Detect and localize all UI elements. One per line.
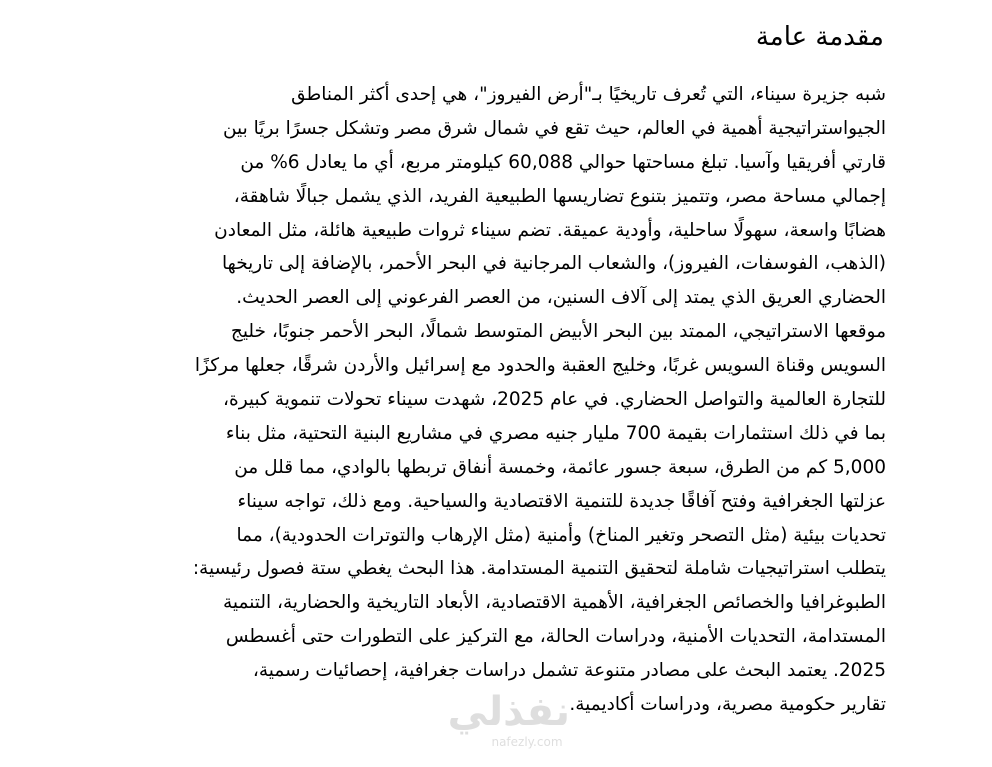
text-line: للتجارة العالمية والتواصل الحضاري. في عام 2025، شهدت سيناء تحولات تنموية كبيرة، <box>223 389 886 411</box>
page-title: مقدمة عامة <box>755 22 884 52</box>
text-line: الجيواستراتيجية أهمية في العالم، حيث تقع في شمال شرق مصر وتشكل جسرًا بريًا بين <box>222 117 886 139</box>
text-line: تحديات بيئية (مثل التصحر وتغير المناخ) وأمنية (مثل الإرهاب والتوترات الحدودية)، مما <box>236 524 886 546</box>
text-line: 2025. يعتمد البحث على مصادر متنوعة تشمل دراسات جغرافية، إحصائيات رسمية، <box>252 660 886 682</box>
text-line: عزلتها الجغرافية وفتح آفاقًا جديدة للتنمية الاقتصادية والسياحية. ومع ذلك، تواجه سيناء <box>237 490 886 512</box>
text-line: بما في ذلك استثمارات بقيمة 700 مليار جنيه مصري في مشاريع البنية التحتية، مثل بناء <box>225 422 886 444</box>
text-line: قارتي أفريقيا وآسيا. تبلغ مساحتها حوالي 60,088 كيلومتر مربع، أي ما يعادل 6% من <box>240 151 886 173</box>
text-line: السويس وقناة السويس غربًا، وخليج العقبة والحدود مع إسرائيل والأردن شرقًا، جعلها مركزًا <box>194 355 886 377</box>
text-line: هضابًا واسعة، سهولًا ساحلية، وأودية عميقة. تضم سيناء ثروات طبيعية هائلة، مثل المعادن <box>214 219 886 241</box>
body-paragraph <box>96 78 886 722</box>
text-line: إجمالي مساحة مصر، وتتميز بتنوع تضاريسها الطبيعية الفريد، الذي يشمل جبالًا شاهقة، <box>233 185 886 207</box>
text-line: يتطلب استراتيجيات شاملة لتحقيق التنمية المستدامة. هذا البحث يغطي ستة فصول رئيسية: <box>192 558 886 580</box>
text-line: الحضاري العريق الذي يمتد إلى آلاف السنين، من العصر الفرعوني إلى العصر الحديث. <box>236 287 886 309</box>
text-line: 5,000 كم من الطرق، سبعة جسور عائمة، وخمسة أنفاق تربطها بالوادي، مما قلل من <box>234 456 886 478</box>
text-line: الطبوغرافيا والخصائص الجغرافية، الأهمية الاقتصادية، الأبعاد التاريخية والحضارية، التنمية <box>223 592 886 614</box>
text-line: (الذهب، الفوسفات، الفيروز)، والشعاب المرجانية في البحر الأحمر، بالإضافة إلى تاريخها <box>222 253 886 275</box>
watermark-logo-text: نفذلي <box>447 689 570 735</box>
text-line: شبه جزيرة سيناء، التي تُعرف تاريخيًا بـ"أرض الفيروز"، هي إحدى أكثر المناطق <box>291 84 886 105</box>
text-line: موقعها الاستراتيجي، الممتد بين البحر الأبيض المتوسط شمالًا، البحر الأحمر جنوبًا، خليج <box>230 321 886 343</box>
watermark-url: nafezly.com <box>491 735 563 749</box>
text-line: تقارير حكومية مصرية، ودراسات أكاديمية. <box>569 694 886 716</box>
text-line: المستدامة، التحديات الأمنية، ودراسات الحالة، مع التركيز على التطورات حتى أغسطس <box>225 626 886 648</box>
